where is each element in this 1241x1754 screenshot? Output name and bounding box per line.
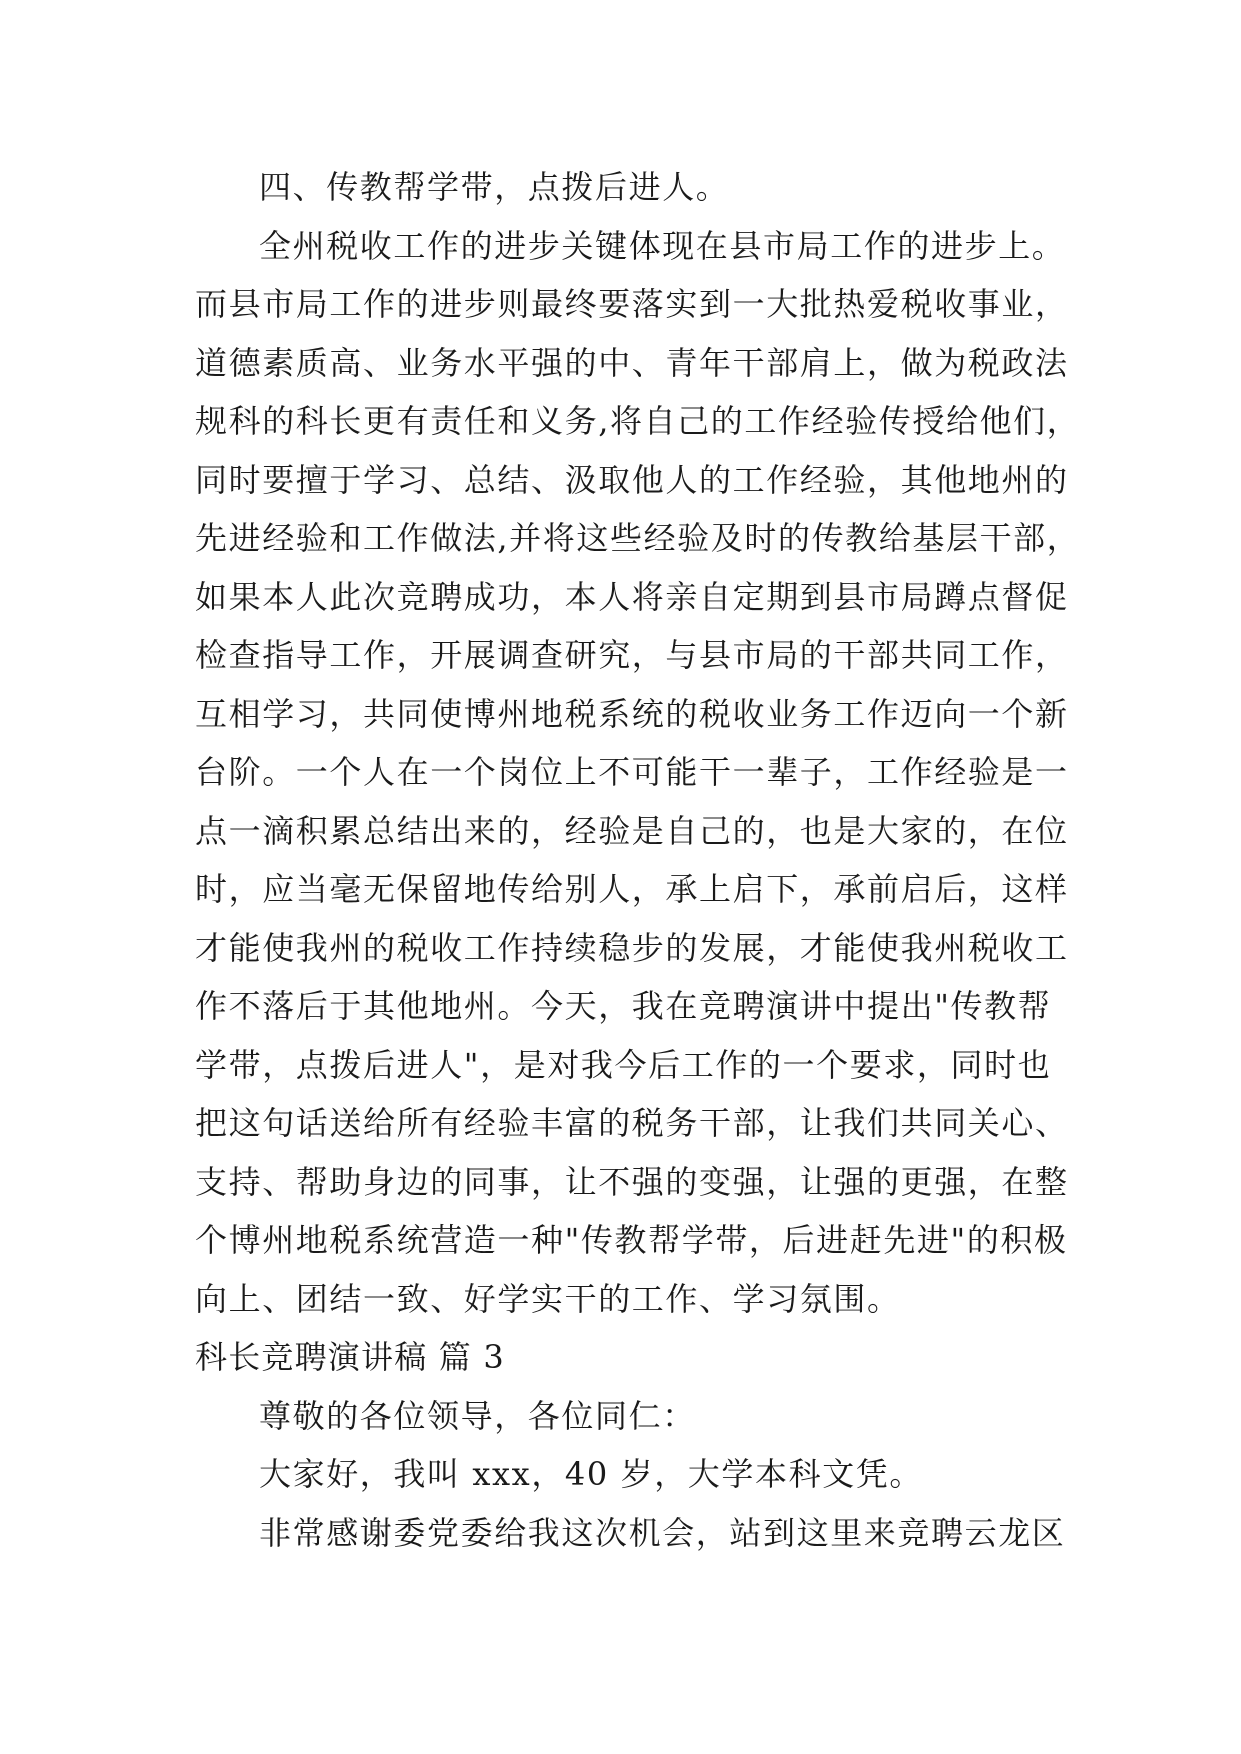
- text-line: 时，应当毫无保留地传给别人，承上启下，承前启后，这样: [195, 870, 1069, 908]
- document-body: [195, 158, 1081, 1562]
- text-line: 四、传教帮学带，点拨后进人。: [259, 168, 730, 206]
- text-line: 点一滴积累总结出来的，经验是自己的，也是大家的，在位: [195, 811, 1069, 850]
- text-line: 大家好，我叫 xxx，40 岁，大学本科文凭。: [259, 1455, 924, 1493]
- text-line: 互相学习，共同使博州地税系统的税收业务工作迈向一个新: [195, 694, 1069, 733]
- text-line: 如果本人此次竞聘成功，本人将亲自定期到县市局蹲点督促: [195, 577, 1069, 616]
- text-line: 向上、团结一致、好学实干的工作、学习氛围。: [195, 1279, 901, 1318]
- text-line: 全州税收工作的进步关键体现在县市局工作的进步上。: [259, 226, 1066, 265]
- text-line: 道德素质高、业务水平强的中、青年干部肩上，做为税政法: [195, 343, 1069, 382]
- section-heading: 科长竞聘演讲稿 篇 3: [195, 1338, 505, 1376]
- text-line: 检查指导工作，开展调查研究，与县市局的干部共同工作，: [195, 636, 1069, 674]
- text-line: 先进经验和工作做法,并将这些经验及时的传教给基层干部，: [195, 519, 1081, 557]
- text-line: 而县市局工作的进步则最终要落实到一大批热爱税收事业，: [195, 285, 1069, 323]
- text-line: 同时要擅于学习、总结、汲取他人的工作经验，其他地州的: [195, 460, 1069, 499]
- text-line: 支持、帮助身边的同事，让不强的变强，让强的更强，在整: [195, 1162, 1069, 1201]
- text-line: 把这句话送给所有经验丰富的税务干部，让我们共同关心、: [195, 1104, 1069, 1142]
- text-line: 台阶。一个人在一个岗位上不可能干一辈子，工作经验是一: [195, 753, 1069, 791]
- text-line: 个博州地税系统营造一种"传教帮学带，后进赶先进"的积极: [195, 1221, 1068, 1259]
- text-line: 才能使我州的税收工作持续稳步的发展，才能使我州税收工: [195, 928, 1069, 967]
- text-line: 作不落后于其他地州。今天，我在竞聘演讲中提出"传教帮: [195, 987, 1052, 1025]
- text-line: 学带，点拨后进人"，是对我今后工作的一个要求，同时也: [195, 1045, 1052, 1084]
- text-line: 尊敬的各位领导，各位同仁：: [259, 1396, 696, 1435]
- text-line: 规科的科长更有责任和义务,将自己的工作经验传授给他们，: [195, 402, 1081, 440]
- text-line: 非常感谢委党委给我这次机会，站到这里来竞聘云龙区: [259, 1513, 1066, 1552]
